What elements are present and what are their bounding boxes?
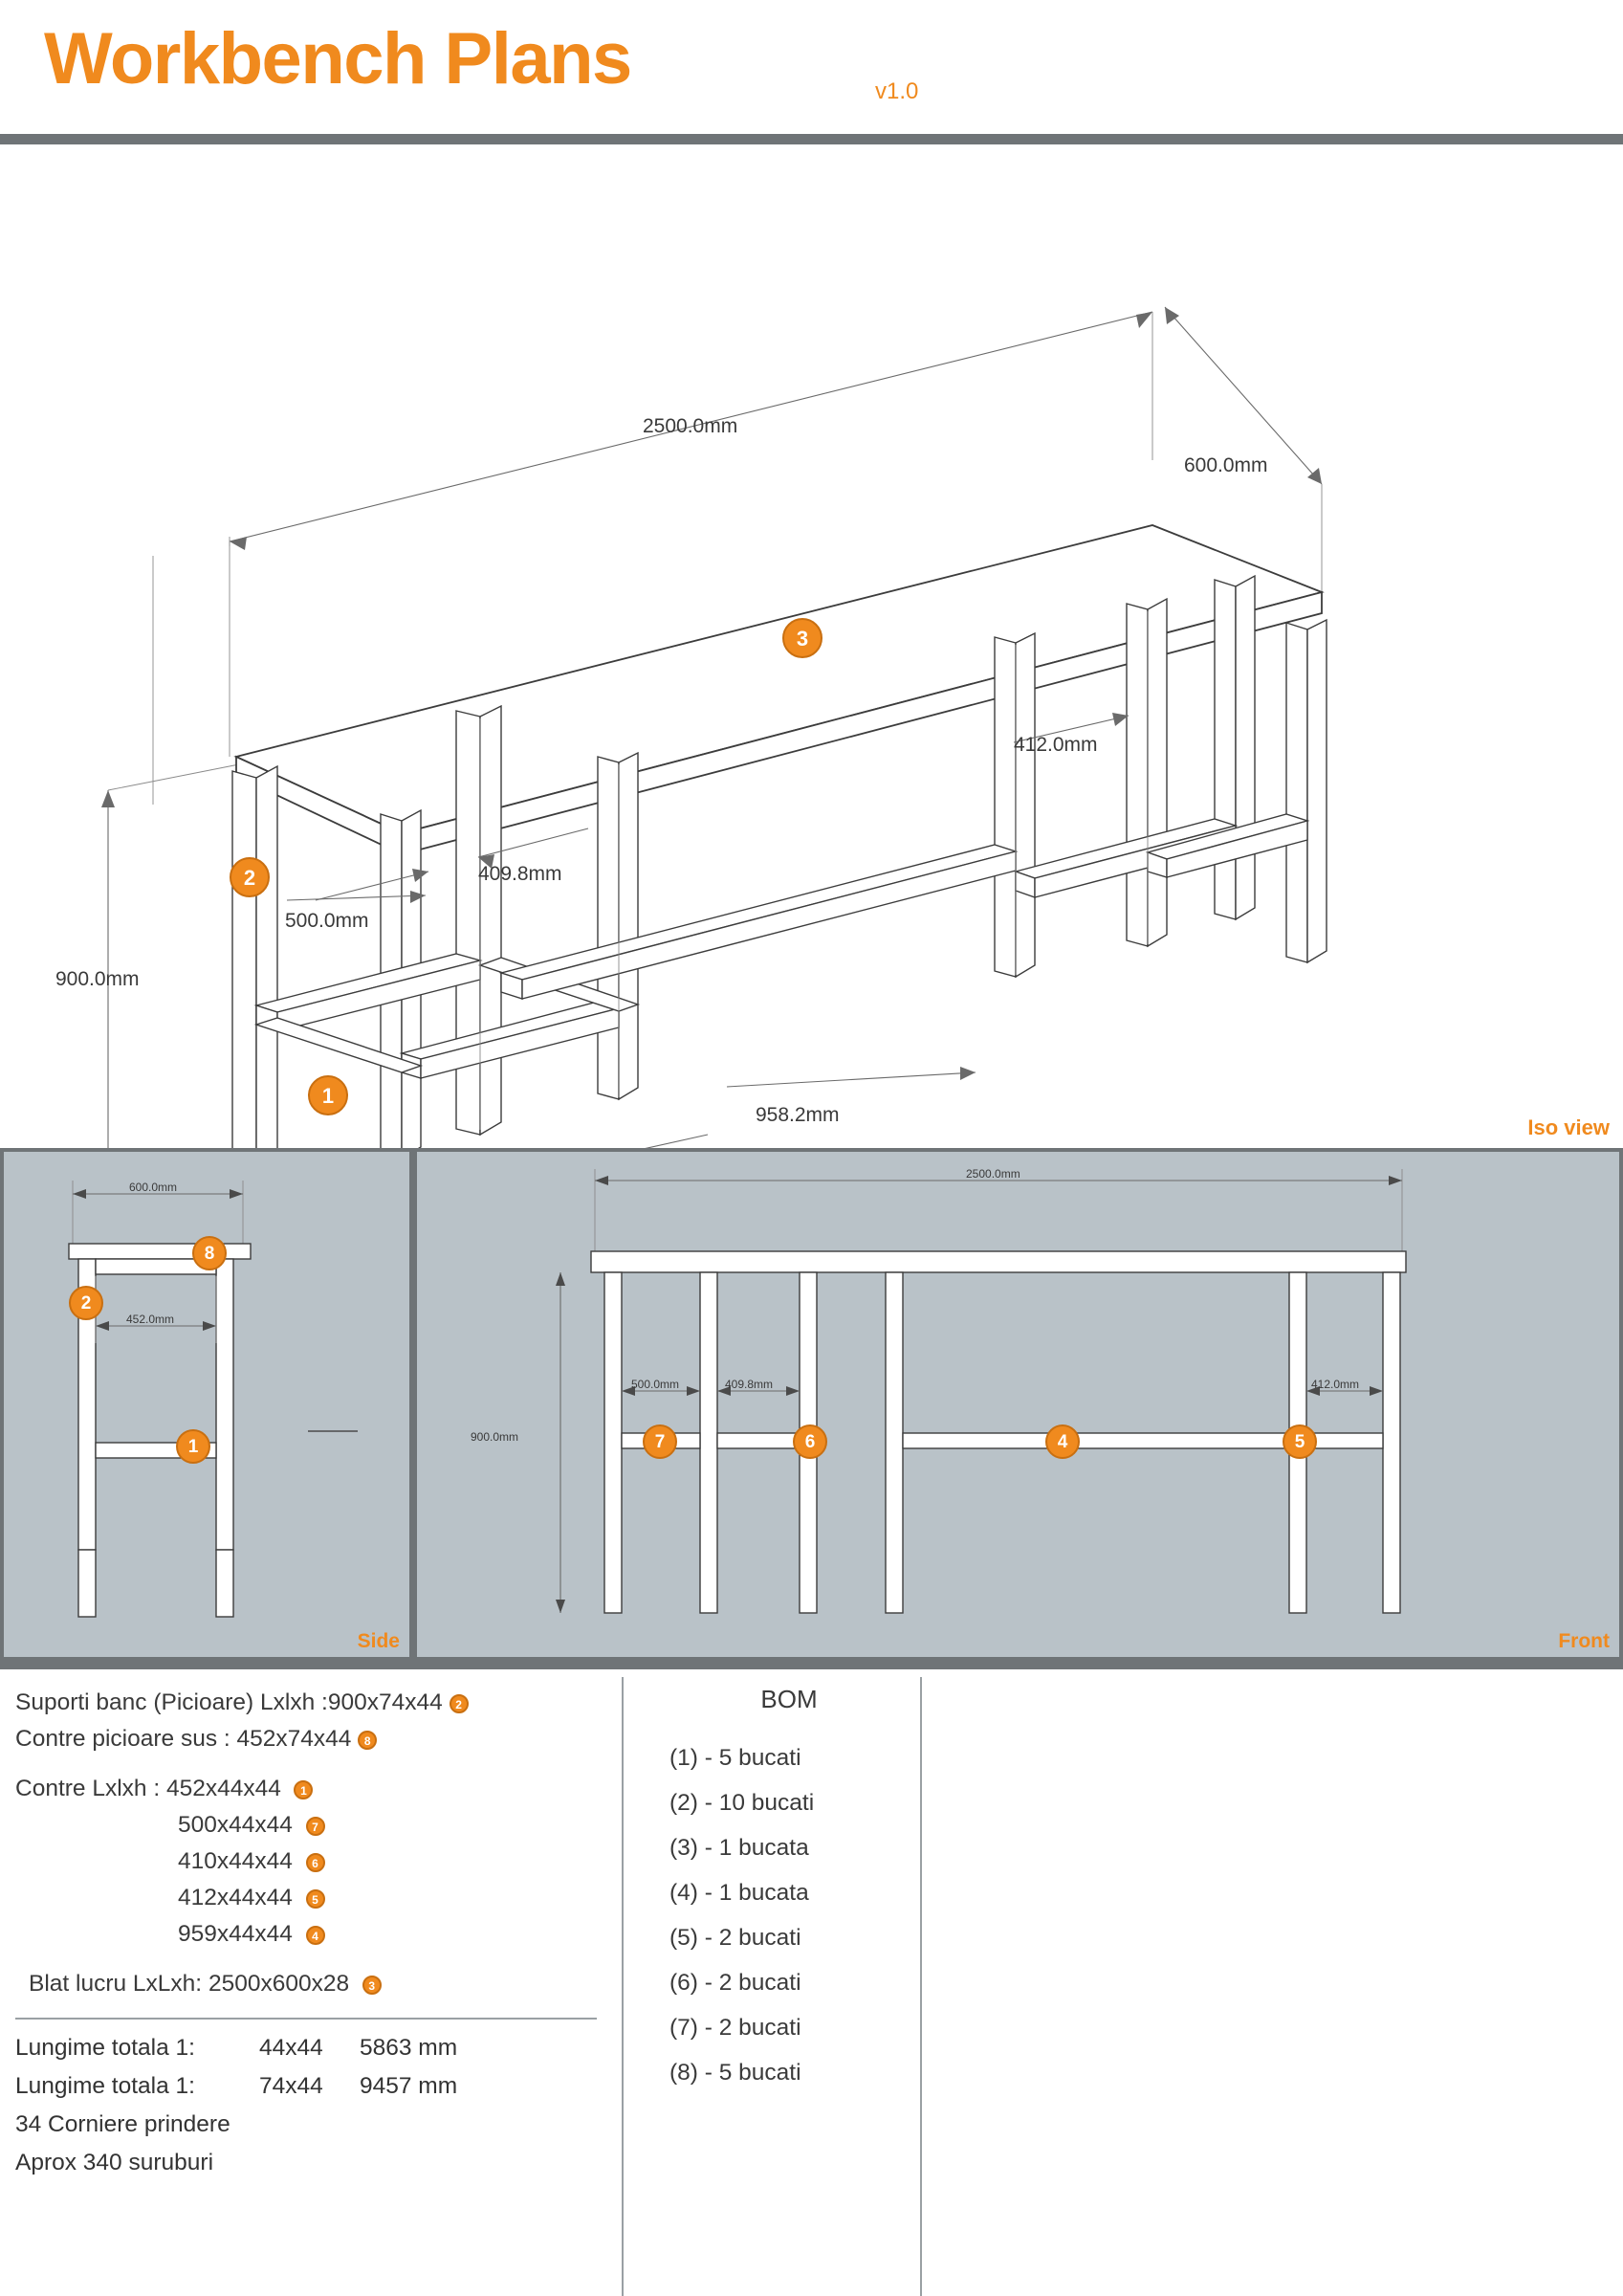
note-line: Aprox 340 suruburi: [15, 2150, 214, 2175]
total-section: 74x44: [259, 2073, 323, 2099]
iso-dim-length: 2500.0mm: [643, 415, 738, 437]
info-divider-1: [622, 1677, 624, 2296]
balloon-cutlist-2[interactable]: 2: [450, 1694, 469, 1713]
total-value: 5863 mm: [360, 2035, 458, 2061]
cutlist-row: [15, 1721, 608, 1757]
total-value: 9457 mm: [360, 2073, 458, 2099]
cutlist-label: Suporti banc (Picioare) Lxlxh :: [15, 1689, 328, 1715]
total-label: Lungime totala 1:: [15, 2035, 195, 2061]
cutlist-dim: 959x44x44: [178, 1921, 293, 1947]
balloon-iso-1[interactable]: 1: [308, 1075, 348, 1115]
spacer: [15, 1757, 608, 1771]
bom-item: (6) - 2 bucati: [669, 1970, 801, 1996]
cutlist-dim: 412x44x44: [178, 1885, 293, 1910]
info-area: [0, 1669, 1623, 2296]
front-dim-bay1: 500.0mm: [631, 1378, 680, 1391]
front-dim-bay3: 412.0mm: [1311, 1378, 1360, 1391]
total-section: 44x44: [259, 2035, 323, 2061]
cutlist-divider: [15, 2018, 597, 2020]
spacer: [15, 1953, 608, 1966]
cutlist-row: [15, 1807, 608, 1843]
bom-item: (8) - 5 bucati: [669, 2060, 801, 2086]
balloon-side-8[interactable]: 8: [192, 1236, 227, 1270]
balloon-front-7[interactable]: 7: [643, 1424, 677, 1459]
balloon-cutlist-8[interactable]: 8: [358, 1731, 377, 1750]
balloon-cutlist-7[interactable]: 7: [306, 1817, 325, 1836]
total-row: [15, 2067, 608, 2106]
bom-item: (2) - 10 bucati: [669, 1790, 815, 1816]
side-view-panel: [4, 1152, 409, 1657]
balloon-front-4[interactable]: 4: [1045, 1424, 1080, 1459]
total-label: Lungime totala 1:: [15, 2073, 195, 2099]
bom-list: [669, 1685, 909, 2095]
front-dim-height: 900.0mm: [471, 1430, 519, 1444]
iso-dim-bay-500: 500.0mm: [285, 910, 369, 932]
balloon-front-5[interactable]: 5: [1283, 1424, 1317, 1459]
side-dim-depth: 600.0mm: [129, 1181, 178, 1194]
bom-item: (4) - 1 bucata: [669, 1880, 809, 1906]
cut-list: [15, 1685, 608, 2182]
balloon-cutlist-3[interactable]: 3: [362, 1976, 382, 1995]
front-dim-bay2: 409.8mm: [725, 1378, 774, 1391]
iso-dim-depth: 600.0mm: [1184, 454, 1268, 476]
balloon-cutlist-4[interactable]: 4: [306, 1926, 325, 1945]
balloon-iso-3[interactable]: 3: [782, 618, 822, 658]
cutlist-dim: 452x44x44: [165, 1776, 281, 1801]
iso-dim-bay-409: 409.8mm: [478, 863, 562, 885]
front-dim-length: 2500.0mm: [966, 1167, 1020, 1181]
front-view-label: Front: [1558, 1630, 1610, 1652]
iso-view-panel: [0, 144, 1623, 1148]
cutlist-row: [15, 1771, 608, 1807]
balloon-iso-2[interactable]: 2: [230, 857, 270, 897]
total-row: [15, 2029, 608, 2067]
cutlist-row: [15, 1880, 608, 1916]
side-drawing: [4, 1152, 409, 1657]
iso-dim-height: 900.0mm: [55, 968, 140, 990]
iso-dim-bay-412: 412.0mm: [1014, 734, 1098, 756]
cutlist-row: [15, 1685, 608, 1721]
front-view-panel: [417, 1152, 1619, 1657]
balloon-cutlist-5[interactable]: 5: [306, 1889, 325, 1909]
bom-item: (1) - 5 bucati: [669, 1745, 801, 1771]
cutlist-row: [15, 1843, 608, 1880]
bom-title: BOM: [760, 1685, 818, 1713]
cutlist-label: Contre picioare sus :: [15, 1726, 237, 1752]
page-title: Workbench Plans: [44, 18, 631, 99]
iso-dim-bay-958: 958.2mm: [756, 1104, 840, 1126]
header-divider: [0, 134, 1623, 144]
cutlist-row: [15, 1916, 608, 1953]
side-view-label: Side: [357, 1630, 400, 1652]
views-band: [0, 1148, 1623, 1669]
side-dim-inner: 452.0mm: [126, 1313, 175, 1326]
balloon-cutlist-1[interactable]: 1: [294, 1780, 313, 1799]
cutlist-dim: 900x74x44: [327, 1689, 443, 1715]
cutlist-dim: 410x44x44: [178, 1848, 293, 1874]
iso-view-label: Iso view: [1527, 1115, 1610, 1139]
version-label: v1.0: [875, 78, 919, 104]
cutlist-row: [15, 1966, 608, 2002]
cutlist-label: Blat lucru LxLxh:: [29, 1971, 208, 1997]
front-drawing: [417, 1152, 1619, 1657]
balloon-side-2[interactable]: 2: [69, 1286, 103, 1320]
note-line: 34 Corniere prindere: [15, 2111, 230, 2137]
balloon-front-6[interactable]: 6: [793, 1424, 827, 1459]
bom-item: (3) - 1 bucata: [669, 1835, 809, 1861]
cutlist-label: Contre Lxlxh :: [15, 1776, 166, 1801]
bom-item: (7) - 2 bucati: [669, 2015, 801, 2041]
balloon-side-1[interactable]: 1: [176, 1429, 210, 1464]
info-divider-2: [920, 1677, 922, 2296]
cutlist-dim: 500x44x44: [178, 1812, 293, 1838]
cutlist-dim: 452x74x44: [236, 1726, 352, 1752]
page-header: [0, 0, 1623, 142]
bom-item: (5) - 2 bucati: [669, 1925, 801, 1951]
balloon-cutlist-6[interactable]: 6: [306, 1853, 325, 1872]
cutlist-dim: 2500x600x28: [208, 1971, 350, 1997]
